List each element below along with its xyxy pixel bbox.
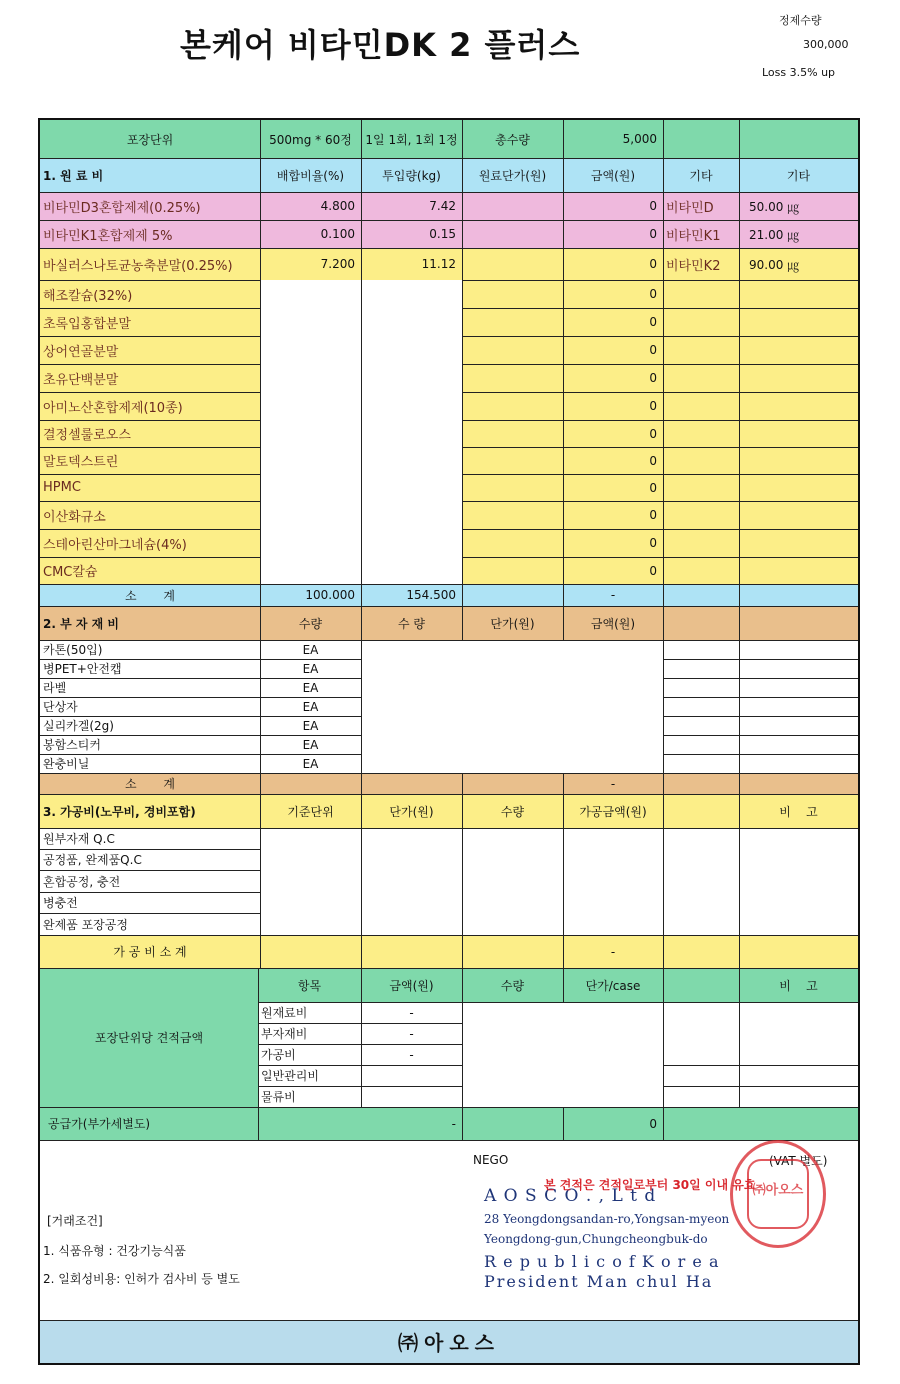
- signature-country: R e p u b l i c o f K o r e a: [484, 1252, 720, 1271]
- supply-label: 공급가(부가세별도): [48, 1117, 151, 1131]
- validity-note: 본 견적은 견적일로부터 30일 이내 유효: [544, 1178, 756, 1192]
- estimate-blank: [462, 1002, 764, 1082]
- raw-header-amount: 금액(원): [590, 168, 636, 183]
- material-etc2: 50.00 ㎍: [749, 199, 800, 214]
- material-name: 비타민K1혼합제제 5%: [43, 228, 173, 244]
- material-amount: 0: [649, 257, 657, 271]
- sub-item-name: 카톤(50입): [43, 643, 103, 657]
- sub-item-name: 단상자: [43, 700, 78, 714]
- raw-header-etc1: 기타: [689, 168, 713, 183]
- material-name: 비타민D3혼합제제(0.25%): [43, 200, 201, 216]
- material-amount: 0: [649, 315, 657, 329]
- estimate-header-unitprice: 단가/case: [585, 978, 641, 993]
- estimate-item-amount: -: [409, 1026, 414, 1041]
- material-amount: 0: [649, 563, 657, 578]
- material-name: 결정셀룰로오스: [43, 428, 131, 443]
- proc-item: 완제품 포장공정: [43, 917, 128, 932]
- supply-unit-price: 0: [649, 1116, 657, 1131]
- supply-amount: -: [451, 1116, 456, 1131]
- sub-item-name: 실리카겔(2g): [43, 719, 114, 733]
- packaging-label: 포장단위: [126, 132, 174, 147]
- company-name: ㈜아오스: [398, 1331, 500, 1355]
- sub-item-unit: EA: [302, 737, 319, 752]
- terms-line: 1. 식품유형 : 건강기능식품: [43, 1243, 186, 1258]
- raw-header-etc2: 기타: [786, 168, 811, 183]
- material-qty: 7.42: [429, 199, 456, 213]
- material-ratio: 4.800: [320, 199, 355, 213]
- material-name: CMC칼슘: [43, 565, 98, 580]
- vat-note: (VAT 별도): [769, 1153, 828, 1168]
- material-name: 말토덱스트린: [43, 455, 119, 470]
- proc-header-amount: 가공금액(원): [579, 804, 647, 819]
- estimate-label: 포장단위당 견적금액: [94, 1031, 204, 1045]
- signature-company: A O S C O . , L t d: [484, 1186, 657, 1206]
- signature-president: President Man chul Ha: [484, 1272, 714, 1291]
- material-amount: 0: [649, 453, 657, 468]
- material-ratio: 0.100: [320, 227, 355, 241]
- total-label: 총수량: [495, 132, 530, 147]
- proc-header-qty: 수량: [500, 804, 525, 819]
- raw-header-ratio: 배합비율(%): [276, 168, 345, 183]
- dosage: 1일 1회, 1회 1정: [365, 132, 458, 147]
- packaging-value: 500mg * 60정: [269, 132, 352, 147]
- material-name: 이산화규소: [43, 509, 106, 525]
- material-etc1: 비타민D: [666, 200, 714, 216]
- seal-text: ㈜아오스: [752, 1183, 804, 1198]
- proc-subtotal-amount: -: [610, 944, 616, 959]
- sub-item-unit: EA: [302, 756, 319, 771]
- material-qty: 11.12: [421, 257, 456, 271]
- material-name: HPMC: [43, 480, 81, 495]
- production-label: 정제수량: [779, 14, 822, 27]
- proc-header-price: 단가(원): [389, 804, 434, 819]
- material-name: 바실러스나토균농축분말(0.25%): [43, 258, 233, 274]
- material-etc2: 21.00 ㎍: [749, 227, 800, 242]
- material-amount: 0: [649, 399, 657, 413]
- production-qty: 300,000: [803, 38, 849, 51]
- terms-line: 2. 일회성비용: 인허가 검사비 등 별도: [43, 1271, 240, 1286]
- material-name: 스테아린산마그네슘(4%): [43, 537, 187, 553]
- material-amount: 0: [649, 480, 657, 495]
- material-amount: 0: [649, 343, 657, 357]
- proc-item: 공정품, 완제품Q.C: [43, 853, 142, 867]
- sub-header-price: 단가(원): [490, 616, 535, 631]
- sub-item-name: 라벨: [43, 681, 67, 695]
- material-etc1: 비타민K2: [666, 258, 721, 274]
- material-name: 초록입홍합분말: [43, 316, 131, 332]
- sub-subtotal-amount: -: [610, 776, 616, 791]
- sub-subtotal-label: 소 계: [125, 777, 175, 791]
- raw-subtotal-qty: 154.500: [406, 588, 456, 602]
- material-amount: 0: [649, 199, 657, 213]
- proc-item: 병충전: [43, 896, 78, 910]
- estimate-item-name: 원재료비: [261, 1006, 308, 1020]
- terms-title: [거래조건]: [47, 1213, 103, 1228]
- sub-blank: [361, 640, 663, 773]
- proc-item: 원부자재 Q.C: [43, 832, 115, 846]
- material-amount: 0: [649, 536, 657, 550]
- estimate-item-name: 물류비: [261, 1090, 296, 1104]
- material-name: 상어연골분말: [43, 344, 119, 360]
- raw-header-price: 원료단가(원): [478, 168, 547, 183]
- nego-label: NEGO: [473, 1153, 509, 1167]
- sub-section-title: 2. 부 자 재 비: [43, 616, 119, 631]
- material-etc2: 90.00 ㎍: [749, 257, 800, 272]
- raw-subtotal-ratio: 100.000: [305, 588, 355, 602]
- estimate-header-amount: 금액(원): [389, 978, 434, 993]
- sub-item-unit: EA: [302, 718, 319, 733]
- sub-header-qty: 수 량: [398, 616, 425, 631]
- estimate-item-name: 부자재비: [261, 1027, 308, 1041]
- page-title: 본케어 비타민DK 2 플러스: [180, 26, 581, 64]
- raw-subtotal-amount: -: [610, 588, 616, 602]
- sub-header-unit: 수량: [298, 616, 323, 631]
- raw-section-title: 1. 원 료 비: [43, 168, 104, 183]
- signature-address2: Yeongdong-gun,Chungcheongbuk-do: [484, 1232, 708, 1246]
- estimate-header-note: 비 고: [779, 978, 818, 993]
- sub-item-unit: EA: [302, 699, 319, 714]
- proc-header-unit: 기준단위: [287, 804, 334, 819]
- sub-item-unit: EA: [302, 642, 319, 657]
- proc-section-title: 3. 가공비(노무비, 경비포함): [43, 804, 196, 819]
- material-amount: 0: [649, 227, 657, 241]
- material-name: 초유단백분말: [43, 372, 119, 388]
- material-ratio: 7.200: [320, 257, 355, 271]
- estimate-item-name: 일반관리비: [261, 1069, 319, 1083]
- material-name: 해조칼슘(32%): [43, 288, 133, 304]
- material-amount: 0: [649, 287, 657, 301]
- material-qty: 0.15: [429, 227, 456, 241]
- estimate-item-amount: -: [409, 1047, 414, 1062]
- raw-header-qty: 투입량(kg): [382, 168, 441, 183]
- raw-subtotal-label: 소 계: [125, 588, 175, 603]
- total-value: 5,000: [622, 132, 657, 146]
- sub-item-unit: EA: [302, 680, 319, 695]
- proc-header-note: 비 고: [779, 804, 818, 819]
- material-amount: 0: [649, 426, 657, 441]
- estimate-item-name: 가공비: [261, 1048, 296, 1062]
- sub-item-name: 봉함스티커: [43, 738, 101, 752]
- sub-item-name: 완충비닐: [43, 757, 90, 771]
- material-name: 아미노산혼합제제(10종): [43, 400, 183, 416]
- material-amount: 0: [649, 508, 657, 522]
- proc-subtotal-label: 가 공 비 소 계: [113, 945, 187, 959]
- sub-header-amount: 금액(원): [590, 616, 636, 631]
- sub-item-unit: EA: [302, 661, 319, 676]
- estimate-header-item: 항목: [297, 978, 322, 993]
- material-etc1: 비타민K1: [666, 228, 721, 244]
- loss-note: Loss 3.5% up: [762, 66, 836, 79]
- proc-item: 혼합공정, 충전: [43, 874, 121, 889]
- estimate-item-amount: -: [409, 1005, 414, 1020]
- material-amount: 0: [649, 371, 657, 385]
- estimate-header-qty: 수량: [500, 978, 525, 993]
- sub-item-name: 병PET+안전캡: [43, 662, 122, 676]
- company-seal-icon: [730, 1140, 826, 1248]
- signature-address1: 28 Yeongdongsandan-ro,Yongsan-myeon: [484, 1212, 730, 1226]
